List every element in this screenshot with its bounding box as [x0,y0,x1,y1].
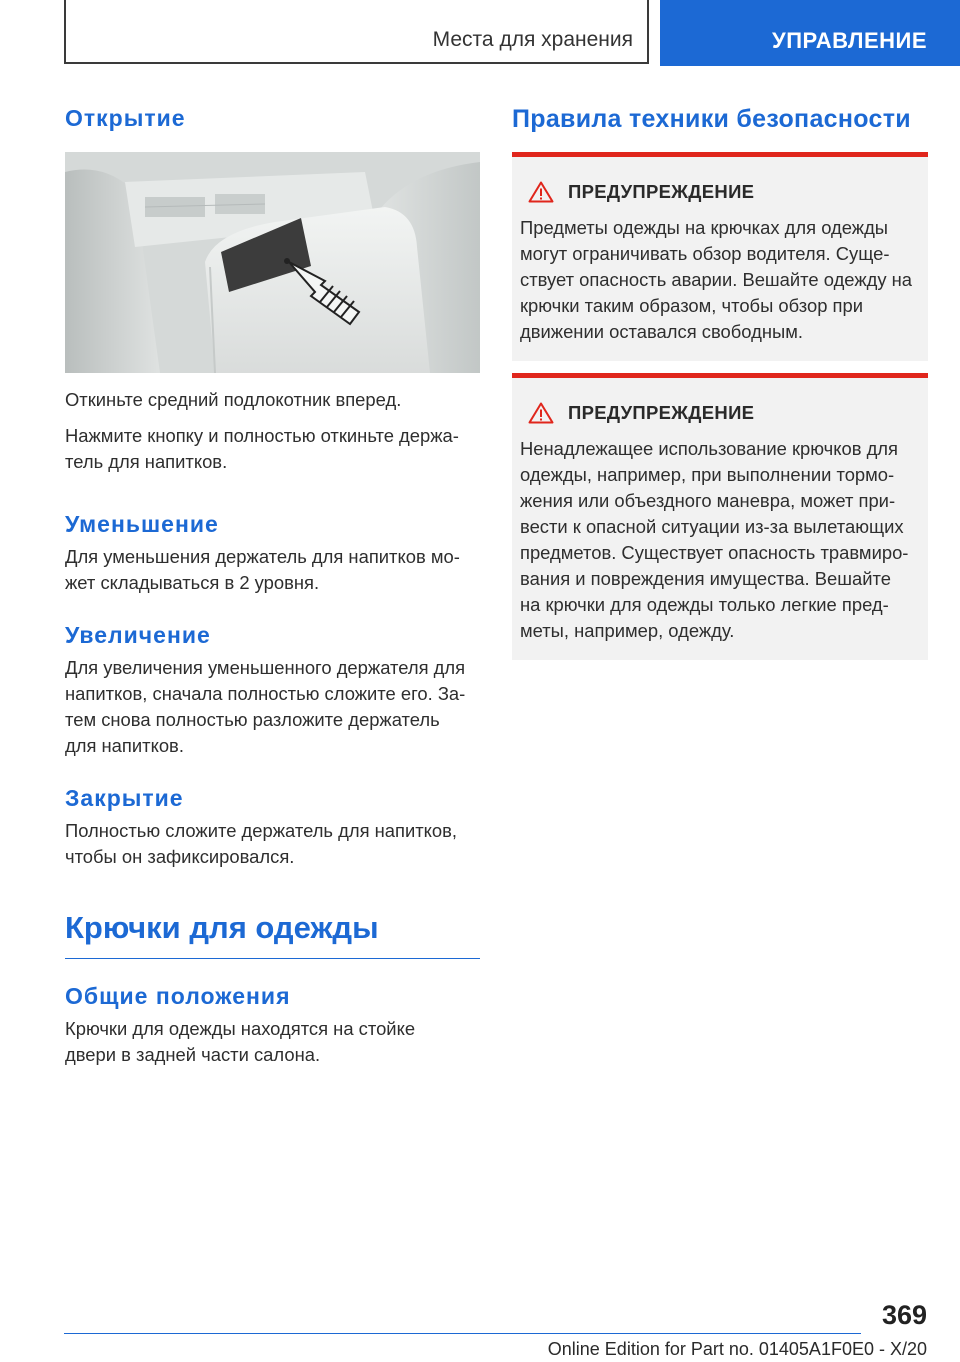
enlarge-heading: Увеличение [65,622,211,648]
warning-1-line-4: крючки таким образом, чтобы обзор при [520,295,864,316]
warning-2-line-5: предметов. Существует опасность травмиро- [520,542,909,563]
header-section-tab [64,0,649,64]
general-text-line-2: двери в задней части салона. [65,1044,321,1065]
opening-text-2-line-2: тель для напитков. [65,451,228,472]
general-text-line-1: Крючки для одежды находятся на стойке [65,1018,416,1039]
header-chapter-tab [660,0,960,66]
armrest-cupholder-photo [65,152,480,373]
warning-box-2 [512,373,928,660]
warning-triangle-icon [528,402,554,424]
footer-edition: Online Edition for Part no. 01405A1F0E0 - X/20 [547,1339,927,1359]
safety-heading: Правила техники безопасности [512,105,911,133]
warning-1-line-1: Предметы одежды на крючках для одежды [520,217,889,238]
right-column [512,100,928,660]
header-section-title: Места для хранения [432,28,633,51]
reduce-heading: Уменьшение [65,511,219,537]
opening-text-2-line-1: Нажмите кнопку и полностью откиньте держа- [65,425,459,446]
warning-1-title: ПРЕДУПРЕЖДЕНИЕ [568,181,755,202]
warning-2-line-6: вания и повреждения имущества. Вешайте [520,568,891,589]
warning-triangle-icon [528,181,554,203]
warning-2-line-4: вести к опасной ситуации из-за вылетающих [520,516,904,537]
close-heading: Закрытие [65,785,184,811]
armrest-illustration [65,152,480,373]
reduce-text-line-1: Для уменьшения держатель для напитков мо- [65,546,460,567]
enlarge-text-line-2: напитков, сначала полностью сложите его. За- [65,683,466,704]
enlarge-text-line-3: тем снова полностью разложите держатель [65,709,440,730]
close-text-line-2: чтобы он зафиксировался. [65,846,295,867]
warning-2-line-3: жения или объездного маневра, может при- [520,490,896,511]
warning-2-line-7: на крючки для одежды только легкие пред- [520,594,889,615]
general-heading: Общие положения [65,983,291,1009]
warning-2-title: ПРЕДУПРЕЖДЕНИЕ [568,402,755,423]
heading-rule [65,958,480,959]
opening-text-1: Откиньте средний подлокотник вперед. [65,389,402,410]
warning-1-line-2: могут ограничивать обзор водителя. Суще- [520,243,890,264]
reduce-text-line-2: жет складываться в 2 уровня. [65,572,320,593]
enlarge-text-line-4: для напитков. [65,735,184,756]
warning-2-line-2: одежды, например, при выполнении тормо- [520,464,895,485]
warning-1-line-5: движении оставался свободным. [520,321,803,342]
close-text-line-1: Полностью сложите держатель для напитков, [65,820,458,841]
footer-rule [64,1333,861,1334]
warning-2-line-1: Ненадлежащее использование крючков для [520,438,898,459]
clothes-hooks-heading: Крючки для одежды [65,910,379,945]
enlarge-text-line-1: Для увеличения уменьшенного держателя для [65,657,466,678]
page-number: 369 [881,1300,927,1330]
warning-1-line-3: ствует опасность аварии. Вешайте одежду на [520,269,913,290]
left-column [65,100,480,1068]
warning-2-line-8: меты, например, одежду. [520,620,735,641]
header-chapter-title: УПРАВЛЕНИЕ [772,28,927,53]
warning-box-1 [512,152,928,361]
opening-heading: Открытие [65,105,186,131]
